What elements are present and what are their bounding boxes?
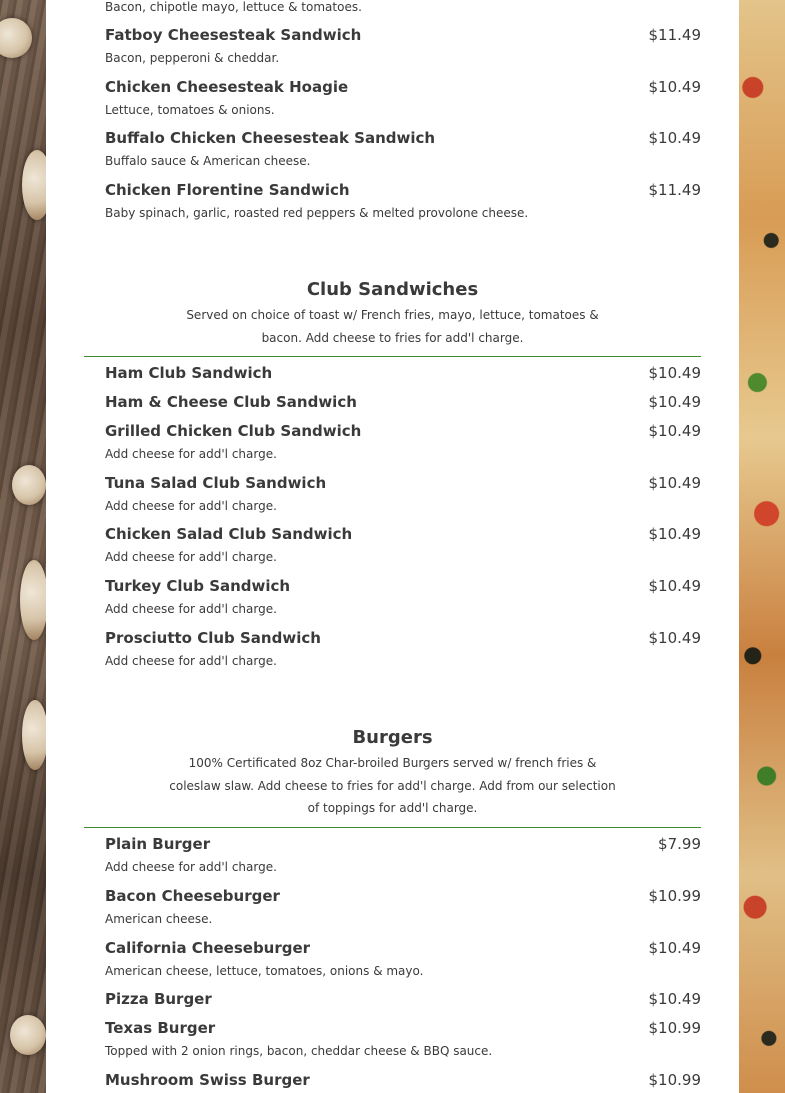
item-name: Pizza Burger — [105, 990, 212, 1008]
item-name: Tuna Salad Club Sandwich — [105, 474, 327, 492]
item-description: Add cheese for add'l charge. — [105, 447, 277, 461]
item-price: $10.99 — [648, 1019, 701, 1037]
section-divider — [84, 356, 701, 357]
item-name: Texas Burger — [105, 1019, 216, 1037]
item-price: $10.49 — [648, 474, 701, 492]
mushroom-image — [22, 700, 48, 770]
item-price: $10.49 — [648, 577, 701, 595]
item-name: Grilled Chicken Club Sandwich — [105, 422, 362, 440]
item-description: Add cheese for add'l charge. — [105, 550, 277, 564]
item-price: $10.99 — [648, 887, 701, 905]
mushroom-image — [0, 18, 32, 58]
decorative-pizza-background-right — [739, 0, 785, 1093]
item-price: $10.99 — [648, 1071, 701, 1089]
item-name: Mushroom Swiss Burger — [105, 1071, 310, 1089]
item-description: American cheese. — [105, 912, 213, 926]
mushroom-image — [20, 560, 48, 640]
item-description: Buffalo sauce & American cheese. — [105, 154, 311, 168]
item-price: $10.49 — [648, 393, 701, 411]
mushroom-image — [12, 465, 46, 505]
item-price: $10.49 — [648, 422, 701, 440]
mushroom-image — [10, 1015, 46, 1055]
item-price: $10.49 — [648, 990, 701, 1008]
item-name: California Cheeseburger — [105, 939, 311, 957]
decorative-wood-background-left — [0, 0, 46, 1093]
item-description: Baby spinach, garlic, roasted red peppers & melted provolone cheese. — [105, 206, 529, 220]
section-title: Burgers — [352, 727, 433, 748]
item-price: $11.49 — [648, 181, 701, 199]
item-price: $7.99 — [658, 835, 701, 853]
item-price: $10.49 — [648, 939, 701, 957]
item-name: Chicken Cheesesteak Hoagie — [105, 78, 349, 96]
item-price: $11.49 — [648, 26, 701, 44]
item-price: $10.49 — [648, 129, 701, 147]
item-description: Lettuce, tomatoes & onions. — [105, 103, 275, 117]
item-description: Add cheese for add'l charge. — [105, 602, 277, 616]
item-price: $10.49 — [648, 364, 701, 382]
item-name: Fatboy Cheesesteak Sandwich — [105, 26, 362, 44]
item-description: Topped with 2 onion rings, bacon, cheddar cheese & BBQ sauce. — [105, 1044, 493, 1058]
item-description: Add cheese for add'l charge. — [105, 654, 277, 668]
section-description: Served on choice of toast w/ French fries, mayo, lettuce, tomatoes & bacon. Add cheese to fries for add'l charge. — [186, 308, 599, 345]
item-description: Add cheese for add'l charge. — [105, 860, 277, 874]
item-description: Add cheese for add'l charge. — [105, 499, 277, 513]
item-name: Ham Club Sandwich — [105, 364, 273, 382]
section-divider — [84, 827, 701, 828]
item-description: American cheese, lettuce, tomatoes, onions & mayo. — [105, 964, 424, 978]
item-name: Bacon Cheeseburger — [105, 887, 280, 905]
item-name: Plain Burger — [105, 835, 211, 853]
item-name: Buffalo Chicken Cheesesteak Sandwich — [105, 129, 436, 147]
item-name: Turkey Club Sandwich — [105, 577, 291, 595]
item-price: $10.49 — [648, 78, 701, 96]
item-description: Bacon, pepperoni & cheddar. — [105, 51, 280, 65]
item-name: Prosciutto Club Sandwich — [105, 629, 321, 647]
item-name: Ham & Cheese Club Sandwich — [105, 393, 357, 411]
section-title: Club Sandwiches — [306, 279, 479, 300]
section-description: 100% Certificated 8oz Char-broiled Burgers served w/ french fries & coleslaw slaw. Add cheese to fries for add'l charge. Add from our selection of toppings for add'l charge. — [169, 756, 616, 815]
item-name: Chicken Florentine Sandwich — [105, 181, 350, 199]
item-price: $10.49 — [648, 629, 701, 647]
item-name: Chicken Salad Club Sandwich — [105, 525, 353, 543]
item-description: Bacon, chipotle mayo, lettuce & tomatoes. — [105, 0, 362, 14]
item-price: $10.49 — [648, 525, 701, 543]
